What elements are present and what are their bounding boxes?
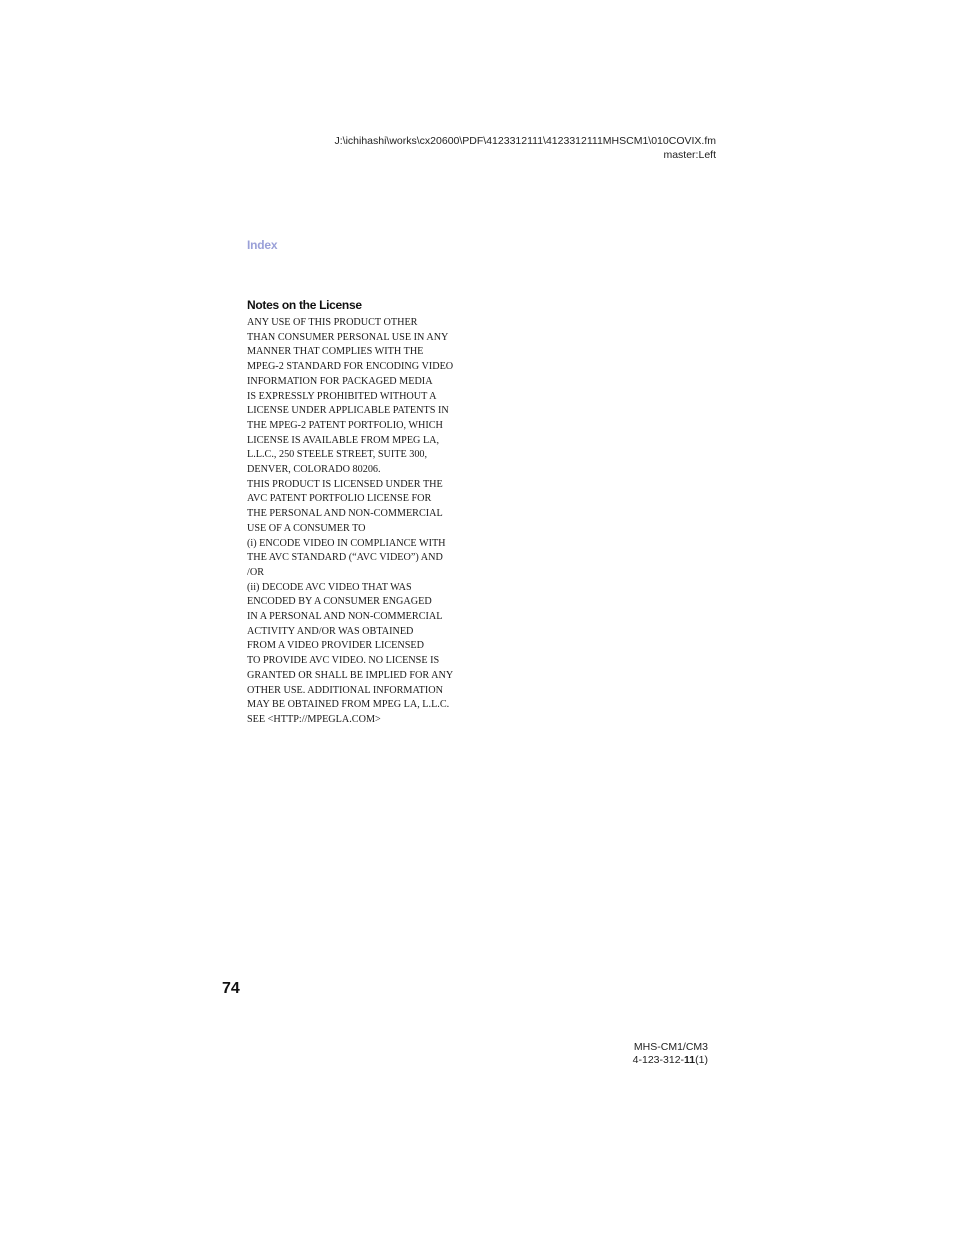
license-text-line: ENCODED BY A CONSUMER ENGAGED — [247, 596, 432, 608]
model-name: MHS-CM1/CM3 — [633, 1041, 708, 1053]
license-text-line: MANNER THAT COMPLIES WITH THE — [247, 346, 424, 358]
license-text-line: THE AVC STANDARD (“AVC VIDEO”) AND — [247, 552, 443, 564]
license-text-line: USE OF A CONSUMER TO — [247, 522, 366, 534]
license-text-line: INFORMATION FOR PACKAGED MEDIA — [247, 375, 433, 387]
model-code-suffix: (1) — [695, 1054, 708, 1066]
license-text-line: TO PROVIDE AVC VIDEO. NO LICENSE IS — [247, 655, 440, 667]
license-text-line: OTHER USE. ADDITIONAL INFORMATION — [247, 684, 444, 696]
license-text-body — [247, 316, 487, 728]
license-text-line: IS EXPRESSLY PROHIBITED WITHOUT A — [247, 390, 437, 402]
license-text-line: THE PERSONAL AND NON-COMMERCIAL — [247, 508, 443, 520]
license-text-line: SEE <HTTP://MPEGLA.COM> — [247, 713, 381, 725]
model-code — [633, 1054, 708, 1067]
master-page-label: master:Left — [663, 149, 716, 161]
license-text-line: THAN CONSUMER PERSONAL USE IN ANY — [247, 331, 449, 343]
license-text-line: GRANTED OR SHALL BE IMPLIED FOR ANY — [247, 669, 454, 681]
notes-on-license-heading: Notes on the License — [247, 298, 362, 312]
license-text-line: IN A PERSONAL AND NON-COMMERCIAL — [247, 611, 443, 623]
model-code-bold: 11 — [684, 1054, 696, 1066]
license-text-line: MPEG-2 STANDARD FOR ENCODING VIDEO — [247, 361, 454, 373]
file-path-text: J:\ichihashi\works\cx20600\PDF\4123312111\4123312111MHSCM1\010COVIX.fm — [334, 135, 716, 147]
license-text-line: AVC PATENT PORTFOLIO LICENSE FOR — [247, 493, 432, 505]
license-text-line: DENVER, COLORADO 80206. — [247, 464, 381, 476]
license-text-line: LICENSE IS AVAILABLE FROM MPEG LA, — [247, 434, 440, 446]
file-path-header — [334, 134, 716, 162]
license-text-line: THE MPEG-2 PATENT PORTFOLIO, WHICH — [247, 419, 443, 431]
model-code-prefix: 4-123-312- — [632, 1054, 685, 1066]
model-info-footer — [633, 1041, 708, 1067]
license-text-line: (i) ENCODE VIDEO IN COMPLIANCE WITH — [247, 537, 446, 549]
page-number: 74 — [222, 980, 240, 997]
license-text-line: ANY USE OF THIS PRODUCT OTHER — [247, 317, 418, 328]
license-text-line: /OR — [247, 566, 264, 578]
license-text-line: ACTIVITY AND/OR WAS OBTAINED — [247, 625, 414, 637]
license-text-line: L.L.C., 250 STEELE STREET, SUITE 300, — [247, 449, 428, 461]
license-text-line: FROM A VIDEO PROVIDER LICENSED — [247, 640, 424, 652]
license-text-line: THIS PRODUCT IS LICENSED UNDER THE — [247, 478, 443, 490]
index-section-label: Index — [247, 238, 278, 252]
license-text-line: (ii) DECODE AVC VIDEO THAT WAS — [247, 581, 412, 593]
license-text-line: LICENSE UNDER APPLICABLE PATENTS IN — [247, 405, 449, 417]
license-text-line: MAY BE OBTAINED FROM MPEG LA, L.L.C. — [247, 699, 450, 711]
